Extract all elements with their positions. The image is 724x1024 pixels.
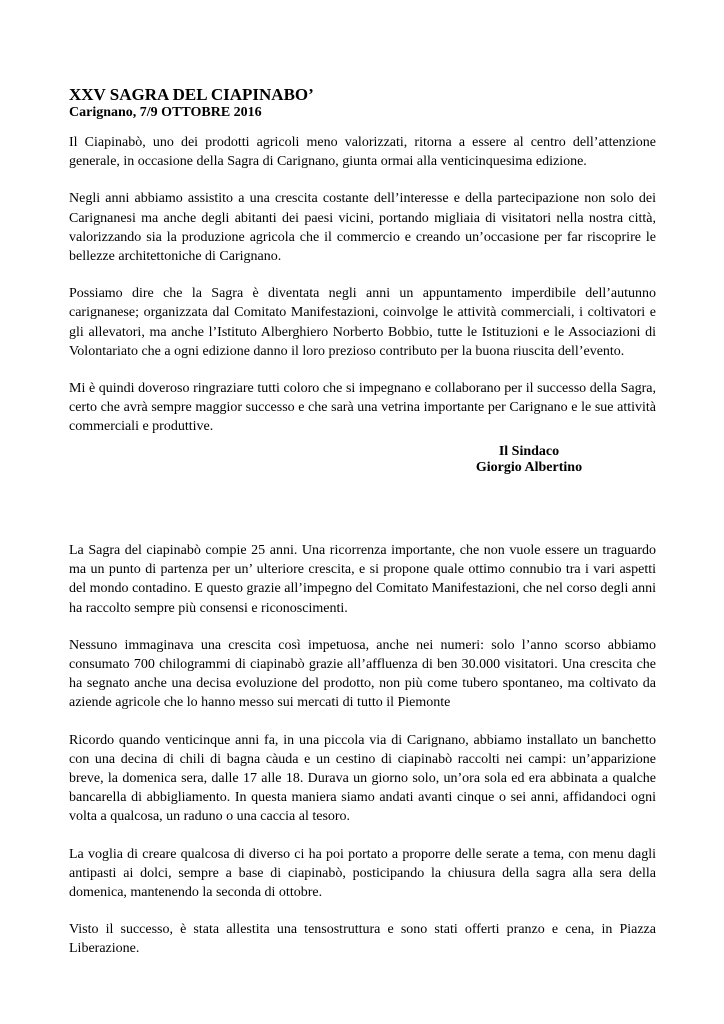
event-date-subtitle: Carignano, 7/9 OTTOBRE 2016 bbox=[69, 105, 262, 120]
article-paragraph: Ricordo quando venticinque anni fa, in una piccola via di Carignano, abbiamo installato un banchetto con una decina di chili di bagna càuda e un cestino di ciapinabò raccolti nei campi: un’apparizione breve, la domenica sera, dalle 17 alle 18. Durava un giorno solo, un’ora sola ed era abbinata a qualche bancarella di abbigliamento. In questa maniera siamo andati avanti cinque o sei anni, affidandoci ogni volta a qualcosa, un raduno o una caccia al tesoro. bbox=[69, 732, 656, 825]
article-paragraph: La voglia di creare qualcosa di diverso ci ha poi portato a proporre delle serate a tema, con menu dagli antipasti ai dolci, sempre a base di ciapinabò, posticipando la chiusura della sagra alla sera della domenica, mantenendo la seconda di ottobre. bbox=[69, 846, 656, 901]
letter-paragraph: Negli anni abbiamo assistito a una crescita costante dell’interesse e della partecipazione non solo dei Carignanesi ma anche degli abitanti dei paesi vicini, portando migliaia di visitatori nella nostra città, valorizzando sia la produzione agricola che il commercio e creando un’occasione per far riscoprire le bellezze architettoniche di Carignano. bbox=[69, 191, 656, 265]
letter-section bbox=[69, 86, 656, 455]
letter-paragraph: Possiamo dire che la Sagra è diventata negli anni un appuntamento imperdibile dell’autunno carignanese; organizzata dal Comitato Manifestazioni, coinvolge le attività commerciali, i coltivatori e gli allevatori, ma anche l’Istituto Alberghiero Norberto Bobbio, tutte le Istituzioni e le Associazioni di Volontariato che a ogni edizione danno il loro prezioso contributo per la buona riuscita dell’evento. bbox=[69, 286, 656, 359]
letter-paragraph: Mi è quindi doveroso ringraziare tutti coloro che si impegnano e collaborano per il successo della Sagra, certo che avrà sempre maggior successo e che sarà una vetrina importante per Carignano e le sue attività commerciali e produttive. bbox=[69, 381, 656, 435]
page-title: XXV SAGRA DEL CIAPINABO’ bbox=[69, 85, 314, 104]
signature-name: Giorgio Albertino bbox=[475, 460, 583, 475]
article-paragraph: La Sagra del ciapinabò compie 25 anni. Una ricorrenza importante, che non vuole essere un traguardo ma un punto di partenza per un’ ulteriore crescita, e si propone quale ottimo connubio tra i vari aspetti del mondo contadino. E questo grazie all’impegno del Comitato Manifestazioni, che nel corso degli anni ha raccolto sempre più consensi e riconoscimenti. bbox=[69, 543, 656, 616]
signature-title: Il Sindaco bbox=[498, 444, 560, 459]
article-section bbox=[69, 541, 656, 977]
article-paragraph: Visto il successo, è stata allestita una tensostruttura e sono stati offerti pranzo e cena, in Piazza Liberazione. bbox=[69, 922, 656, 957]
letter-paragraph: Il Ciapinabò, uno dei prodotti agricoli meno valorizzati, ritorna a essere al centro dell’attenzione generale, in occasione della Sagra di Carignano, giunta ormai alla venticinquesima edizione. bbox=[69, 135, 656, 170]
article-paragraph: Nessuno immaginava una crescita così impetuosa, anche nei numeri: solo l’anno scorso abbiamo consumato 700 chilogrammi di ciapinabò grazie all’affluenza di ben 30.000 visitatori. Una crescita che ha segnato anche una decisa evoluzione del prodotto, non più come tubero spontaneo, ma coltivato da aziende agricole che lo hanno messo sui mercati di tutto il Piemonte bbox=[69, 637, 656, 711]
